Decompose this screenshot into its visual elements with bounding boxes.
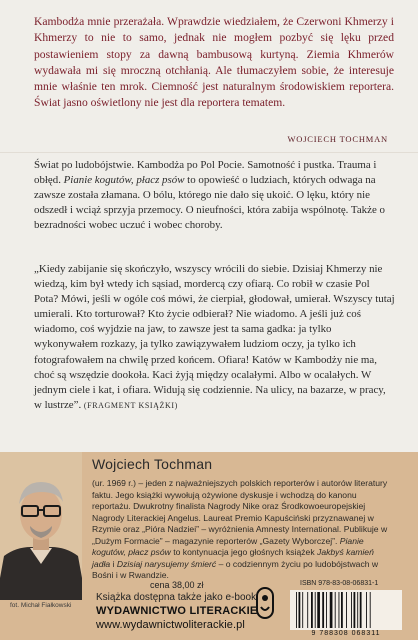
publisher-logo-icon [256, 587, 274, 619]
price: cena 38,00 zł [150, 580, 204, 590]
bio-book-1: Jakbyś kamień jadła [92, 547, 374, 569]
publisher-website: www.wydawnictwoliterackie.pl [96, 619, 245, 631]
description-book-title: Pianie kogutów, płacz psów [63, 174, 185, 187]
top-quote [34, 14, 394, 112]
description-text-start: Świat po ludobójstwie. Kambodża po Pol Pocie. Samotność i pustka. Trauma i obłęd. [34, 159, 377, 187]
top-quote-author: WOJCIECH TOCHMAN [287, 134, 388, 144]
book-description [34, 158, 394, 233]
excerpt-source: (FRAGMENT KSIĄŻKI) [83, 400, 178, 410]
author-photo [0, 452, 82, 600]
barcode-number: 9 788308 068311 [311, 630, 381, 637]
divider [0, 152, 418, 153]
bio-book-title: Pianie kogutów, płacz psów [92, 535, 364, 557]
description-text-end: to opowieść o ludziach, których odwaga na zawsze została złamana. O bólu, którego nie dało się ukoić. O lęku, który nie odszedł i wciąż sprzyja przemocy. O nieufności, która zabija wspólnotę. Także o bezradności wobec uczuć i wobec choroby. [34, 174, 385, 232]
ebook-note: Książka dostępna także jako e-book [96, 592, 257, 603]
top-quote-text: Kambodża mnie przerażała. Wprawdzie wiedziałem, że Czerwoni Khmerzy i Khmerzy to nie to samo, jednak nie mogłem pozbyć się lęku przed postawieniem stopy za dawną bambusową kurtyną. Ziemia Khmerów wydawała mi się mroczną otchłanią. Ale tłumaczyłem sobie, że interesuje mnie właśnie ten mrok. Ciemność jest naturalnym środowiskiem reportera. Świat jasno oświetlony nie jest dla reportera tematem. [34, 15, 394, 110]
isbn: ISBN 978-83-08-06831-1 [300, 580, 379, 587]
bio-book-2: Dzisiaj narysujemy śmierć [116, 558, 217, 569]
publisher-name: WYDAWNICTWO LITERACKIE [96, 605, 258, 617]
author-name: Wojciech Tochman [92, 456, 213, 472]
author-bio: (ur. 1969 r.) – jeden z najważniejszych polskich reporterów i autorów literatury faktu. Jego książki wywołują ożywione dyskusje i wchodzą do kanonu reportażu. Dwukrotny finalista Nagrody Nike oraz Środkowoeuropejskiej Nagrody Literackiej Angelus. Laureat Premio Kapuściński przyznawanej w Rzymie oraz „Pióra Nadziei” – wyróżnienia Amnesty International. Publikuje w „Dużym Formacie” – magazynie reporterów „Gazety Wyborczej”. Pianie kogutów, płacz psów to kontynuacja jego głośnych książek Jakbyś kamień jadła i Dzisiaj narysujemy śmierć – o codziennym życiu po ludobójstwach w Bośni i w Rwandzie. [92, 478, 388, 580]
excerpt-text: „Kiedy zabijanie się skończyło, wszyscy wrócili do siebie. Dzisiaj Khmerzy nie wiedzą, kim był wtedy ich sąsiad, mordercą czy ofiarą. Co robił w czasie Pol Pota? Mówi, jeśli w ogóle coś mówi, że cierpiał, głodował, umierał. Wszyscy tutaj umierali. Kto torturował? Kto życie odbierał? Nie wiadomo. A jeśli już coś wiadomo, coś wyjdzie na jaw, to zawsze jest ta sama gadka: ja tylko wykonywałem rozkazy, ja tylko zawiązywałem ludziom oczy, ja tylko ich fotografowałem na chwilę przed końcem. Ofiara! Katów w Kambodży nie ma, choć są wszędzie dookoła. Kaci żyją między ocalałymi. Albo w ocalałych. W jednym ciele i kat, i ofiara. Widują się codziennie. Na ulicy, na bazarze, w pracy, w lustrze”. [34, 263, 395, 411]
book-excerpt [34, 262, 396, 413]
photo-credit: fot. Michał Fiałkowski [10, 602, 72, 609]
barcode-icon [290, 590, 402, 630]
